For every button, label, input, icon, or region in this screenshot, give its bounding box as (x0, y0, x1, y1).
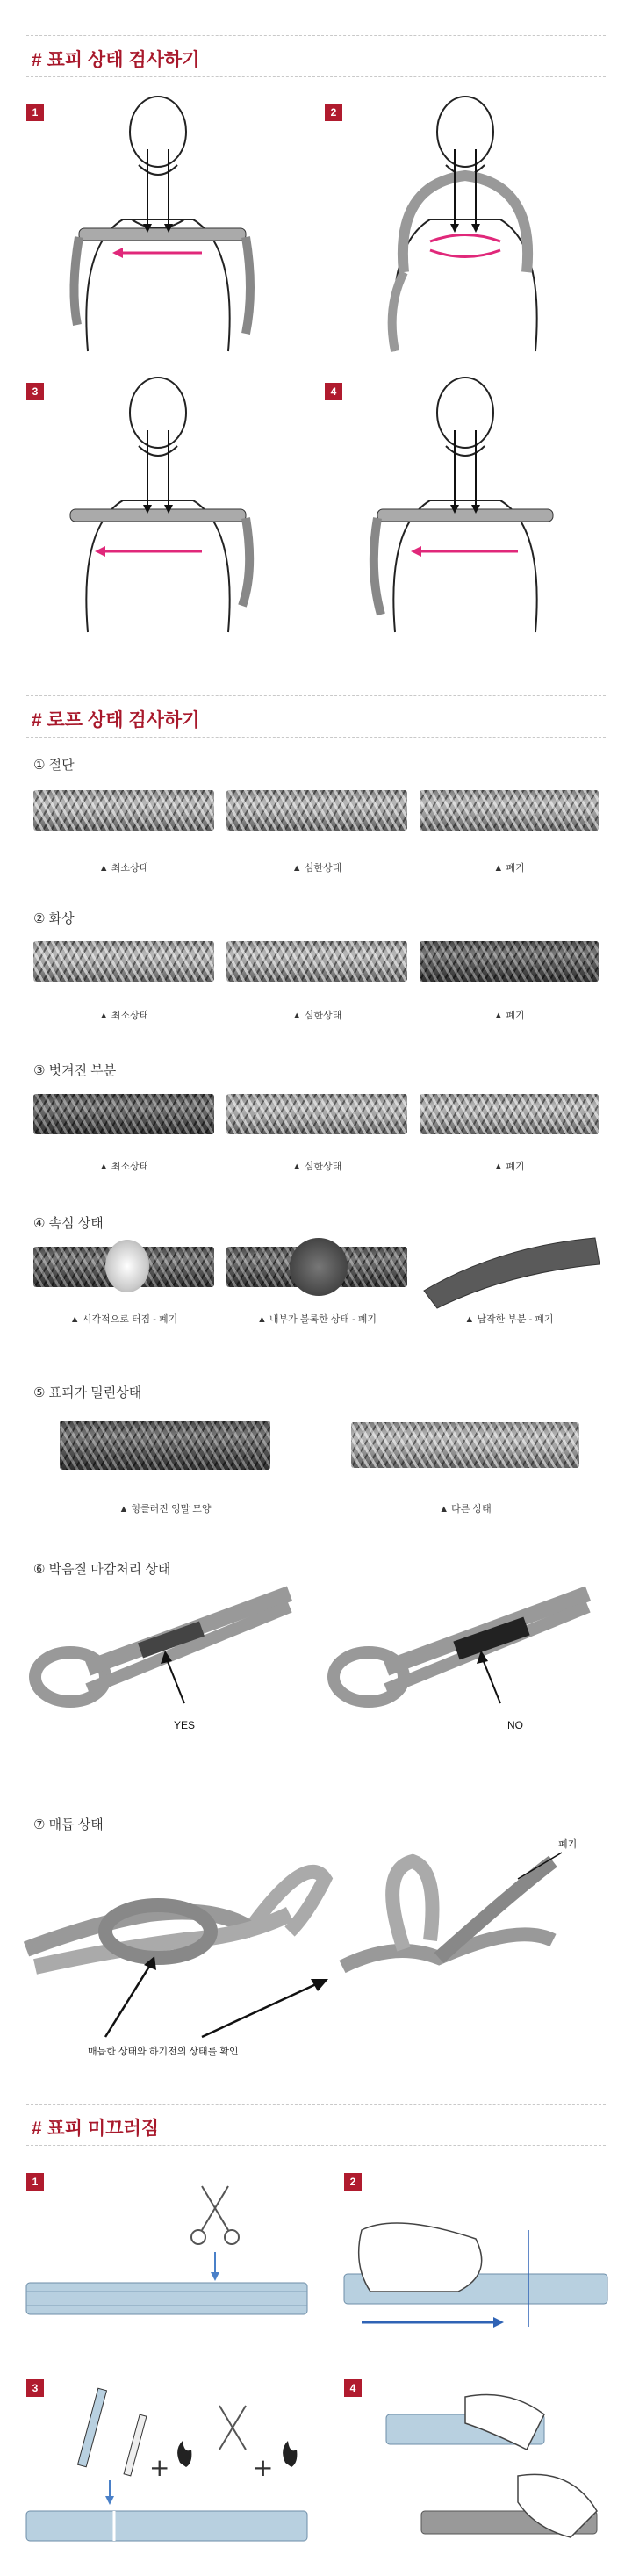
subsection-title-peeled: ③ 벗겨진 부분 (33, 1063, 117, 1078)
rope-photo-core-flat (420, 1229, 604, 1308)
rope-photo-peeled-discard (420, 1094, 599, 1134)
rope-photo-stitched-no (325, 1580, 597, 1747)
caption-slipped-tangled: ▲ 헝클러진 엉말 모양 (118, 1504, 212, 1515)
illustration-man-rope-1 (70, 97, 307, 351)
step-badge-2: 2 (325, 104, 342, 121)
illustration-man-rope-4 (377, 378, 614, 632)
rope-photo-slipped-tangled (60, 1421, 270, 1470)
caption-knot: 매듭한 상태와 하기전의 상태를 확인 (88, 2047, 239, 2057)
rope-photo-burn-minimal (33, 941, 214, 982)
step-badge-3: 3 (26, 383, 44, 400)
caption-peeled-discard: ▲ 폐기 (493, 1162, 525, 1172)
svg-text:+: + (253, 2453, 274, 2482)
caption-cut-discard: ▲ 폐기 (493, 863, 525, 874)
subsection-title-cut: ① 절단 (33, 758, 75, 773)
rope-core-burst-tuft (105, 1240, 149, 1292)
section-title: # 표피 상태 검사하기 (32, 50, 200, 70)
rope-photo-burn-severe (226, 941, 407, 982)
rope-photo-stitched-yes (26, 1580, 298, 1747)
rope-photo-cut-minimal (33, 790, 214, 831)
caption-burn-severe: ▲ 심한상태 (291, 1011, 342, 1021)
rope-photo-cut-severe (226, 790, 407, 831)
step-badge-1: 1 (26, 104, 44, 121)
label-stitched-no: NO (507, 1719, 523, 1731)
rope-photo-peeled-minimal (33, 1094, 214, 1134)
illustration-knot (26, 1835, 606, 2063)
illustration-slip-melt (26, 2379, 307, 2555)
caption-peeled-severe: ▲ 심한상태 (291, 1162, 342, 1172)
svg-text:+: + (149, 2453, 170, 2482)
section-title: # 표피 미끄러짐 (32, 2119, 160, 2139)
illustration-slip-push (344, 2177, 607, 2335)
caption-core-burst: ▲ 시각적으로 터짐 - 폐기 (69, 1314, 178, 1325)
subsection-title-slipped: ⑤ 표피가 밀린상태 (33, 1385, 142, 1400)
rope-photo-burn-discard (420, 941, 599, 982)
section-header-rope-check (26, 695, 606, 738)
illustration-slip-cut (26, 2177, 307, 2335)
caption-slipped-other: ▲ 다른 상태 (439, 1504, 492, 1515)
subsection-title-core: ④ 속심 상태 (33, 1216, 104, 1231)
label-stitched-yes: YES (174, 1719, 196, 1731)
step-badge-4: 4 (325, 383, 342, 400)
illustration-slip-finish (369, 2379, 606, 2555)
caption-cut-minimal: ▲ 최소상태 (98, 863, 149, 874)
step-badge-2: 2 (344, 2173, 362, 2191)
step-badge-1: 1 (26, 2173, 44, 2191)
caption-core-bulge: ▲ 내부가 볼록한 상태 - 폐기 (256, 1314, 377, 1325)
rope-photo-cut-discard (420, 790, 599, 831)
step-badge-3: 3 (26, 2379, 44, 2397)
caption-burn-discard: ▲ 폐기 (493, 1011, 525, 1021)
section-title: # 로프 상태 검사하기 (32, 710, 200, 730)
section-header-sheath-slip (26, 2104, 606, 2146)
rope-photo-slipped-other (351, 1422, 579, 1468)
caption-core-flat: ▲ 납작한 부분 - 폐기 (464, 1314, 554, 1325)
illustration-man-rope-2 (377, 97, 614, 351)
label-knot-discard: 폐기 (558, 1839, 578, 1850)
caption-burn-minimal: ▲ 최소상태 (98, 1011, 149, 1021)
subsection-title-stitched: ⑥ 박음질 마감처리 상태 (33, 1562, 171, 1577)
caption-cut-severe: ▲ 심한상태 (291, 863, 342, 874)
illustration-man-rope-3 (70, 378, 307, 632)
step-badge-4: 4 (344, 2379, 362, 2397)
rope-core-bulge (290, 1238, 348, 1296)
rope-photo-peeled-severe (226, 1094, 407, 1134)
subsection-title-knot: ⑦ 매듭 상태 (33, 1817, 104, 1832)
section-header-sheath-check (26, 35, 606, 77)
caption-peeled-minimal: ▲ 최소상태 (98, 1162, 149, 1172)
subsection-title-burn: ② 화상 (33, 911, 75, 926)
